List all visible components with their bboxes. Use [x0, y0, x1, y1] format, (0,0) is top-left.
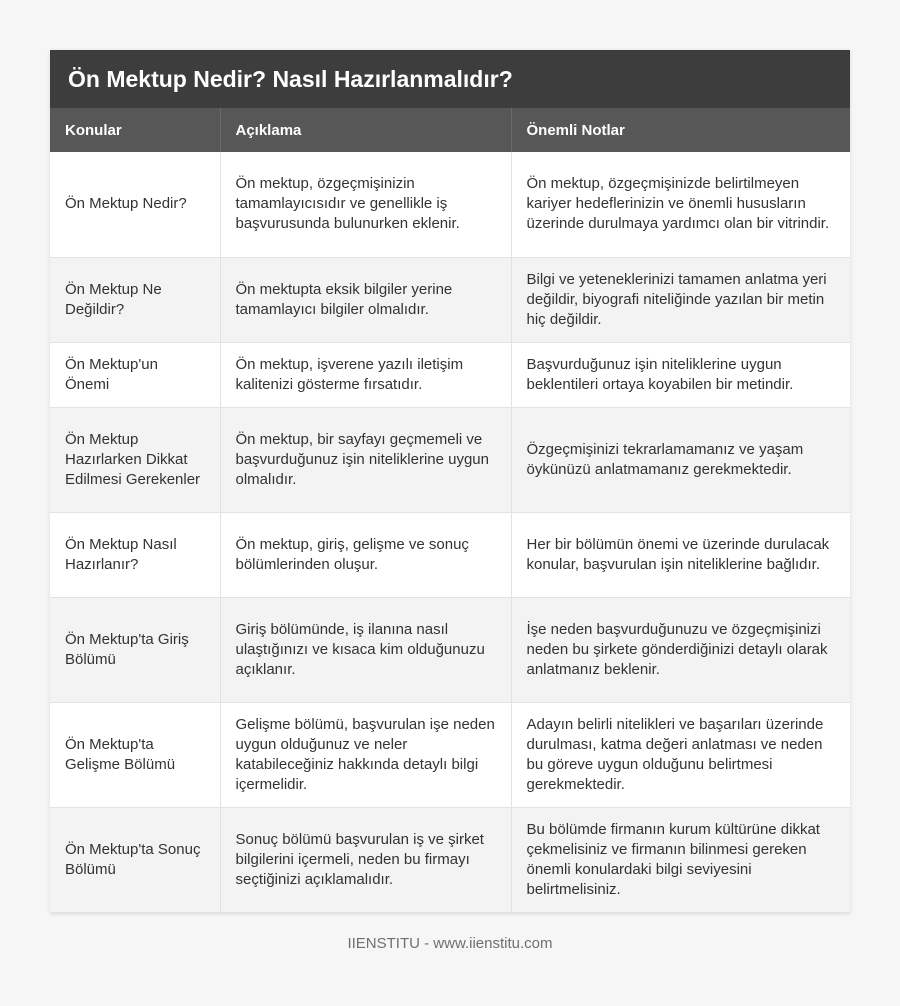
notes-cell: Başvurduğunuz işin niteliklerine uygun beklentileri ortaya koyabilen bir metindir.: [511, 342, 850, 407]
table-header-row: [50, 108, 850, 152]
table-row: [50, 807, 850, 912]
content-card: [50, 50, 850, 913]
description-cell: Gelişme bölümü, başvurulan işe neden uygun olduğunuz ve neler katabileceğiniz hakkında detaylı bilgi içermelidir.: [220, 702, 511, 807]
topic-cell: Ön Mektup'un Önemi: [50, 342, 220, 407]
topic-cell: Ön Mektup Nedir?: [50, 152, 220, 257]
description-cell: Ön mektup, giriş, gelişme ve sonuç bölümlerinden oluşur.: [220, 512, 511, 597]
notes-cell: Ön mektup, özgeçmişinizde belirtilmeyen kariyer hedeflerinizin ve önemli hususların üzerinde durulmaya yardımcı olan bir vitrindir.: [511, 152, 850, 257]
topic-cell: Ön Mektup'ta Sonuç Bölümü: [50, 807, 220, 912]
info-table: [50, 108, 850, 913]
notes-cell: Bu bölümde firmanın kurum kültürüne dikkat çekmelisiniz ve firmanın bilinmesi gereken önemli konulardaki bilgi seviyesini belirtmelisiniz.: [511, 807, 850, 912]
table-row: [50, 257, 850, 342]
footer-credit: IIENSTITU - www.iienstitu.com: [347, 935, 553, 952]
description-cell: Giriş bölümünde, iş ilanına nasıl ulaştığınızı ve kısaca kim olduğunuzu açıklanır.: [220, 597, 511, 702]
page-title: Ön Mektup Nedir? Nasıl Hazırlanmalıdır?: [50, 50, 850, 108]
table-row: [50, 152, 850, 257]
notes-cell: Özgeçmişinizi tekrarlamamanız ve yaşam öykünüzü anlatmamanız gerekmektedir.: [511, 407, 850, 512]
topic-cell: Ön Mektup Ne Değildir?: [50, 257, 220, 342]
topic-cell: Ön Mektup'ta Gelişme Bölümü: [50, 702, 220, 807]
topic-cell: Ön Mektup Nasıl Hazırlanır?: [50, 512, 220, 597]
notes-cell: Her bir bölümün önemi ve üzerinde durulacak konular, başvurulan işin niteliklerine bağlıdır.: [511, 512, 850, 597]
table-row: [50, 597, 850, 702]
description-cell: Ön mektupta eksik bilgiler yerine tamamlayıcı bilgiler olmalıdır.: [220, 257, 511, 342]
table-row: [50, 407, 850, 512]
topic-cell: Ön Mektup'ta Giriş Bölümü: [50, 597, 220, 702]
notes-cell: Adayın belirli nitelikleri ve başarıları üzerinde durulması, katma değeri anlatması ve neden bu göreve uygun olduğunu belirtmesi gerekmektedir.: [511, 702, 850, 807]
column-header-topics: Konular: [50, 108, 220, 152]
description-cell: Sonuç bölümü başvurulan iş ve şirket bilgilerini içermeli, neden bu firmayı seçtiğinizi açıklamalıdır.: [220, 807, 511, 912]
description-cell: Ön mektup, bir sayfayı geçmemeli ve başvurduğunuz işin niteliklerine uygun olmalıdır.: [220, 407, 511, 512]
table-row: [50, 512, 850, 597]
topic-cell: Ön Mektup Hazırlarken Dikkat Edilmesi Gerekenler: [50, 407, 220, 512]
description-cell: Ön mektup, özgeçmişinizin tamamlayıcısıdır ve genellikle iş başvurusunda bulunurken eklenir.: [220, 152, 511, 257]
notes-cell: Bilgi ve yeteneklerinizi tamamen anlatma yeri değildir, biyografi niteliğinde yazılan bir metin hiç değildir.: [511, 257, 850, 342]
column-header-description: Açıklama: [220, 108, 511, 152]
table-row: [50, 702, 850, 807]
notes-cell: İşe neden başvurduğunuzu ve özgeçmişinizi neden bu şirkete gönderdiğinizi detaylı olarak anlatmanız beklenir.: [511, 597, 850, 702]
table-row: [50, 342, 850, 407]
column-header-notes: Önemli Notlar: [511, 108, 850, 152]
description-cell: Ön mektup, işverene yazılı iletişim kalitenizi gösterme fırsatıdır.: [220, 342, 511, 407]
